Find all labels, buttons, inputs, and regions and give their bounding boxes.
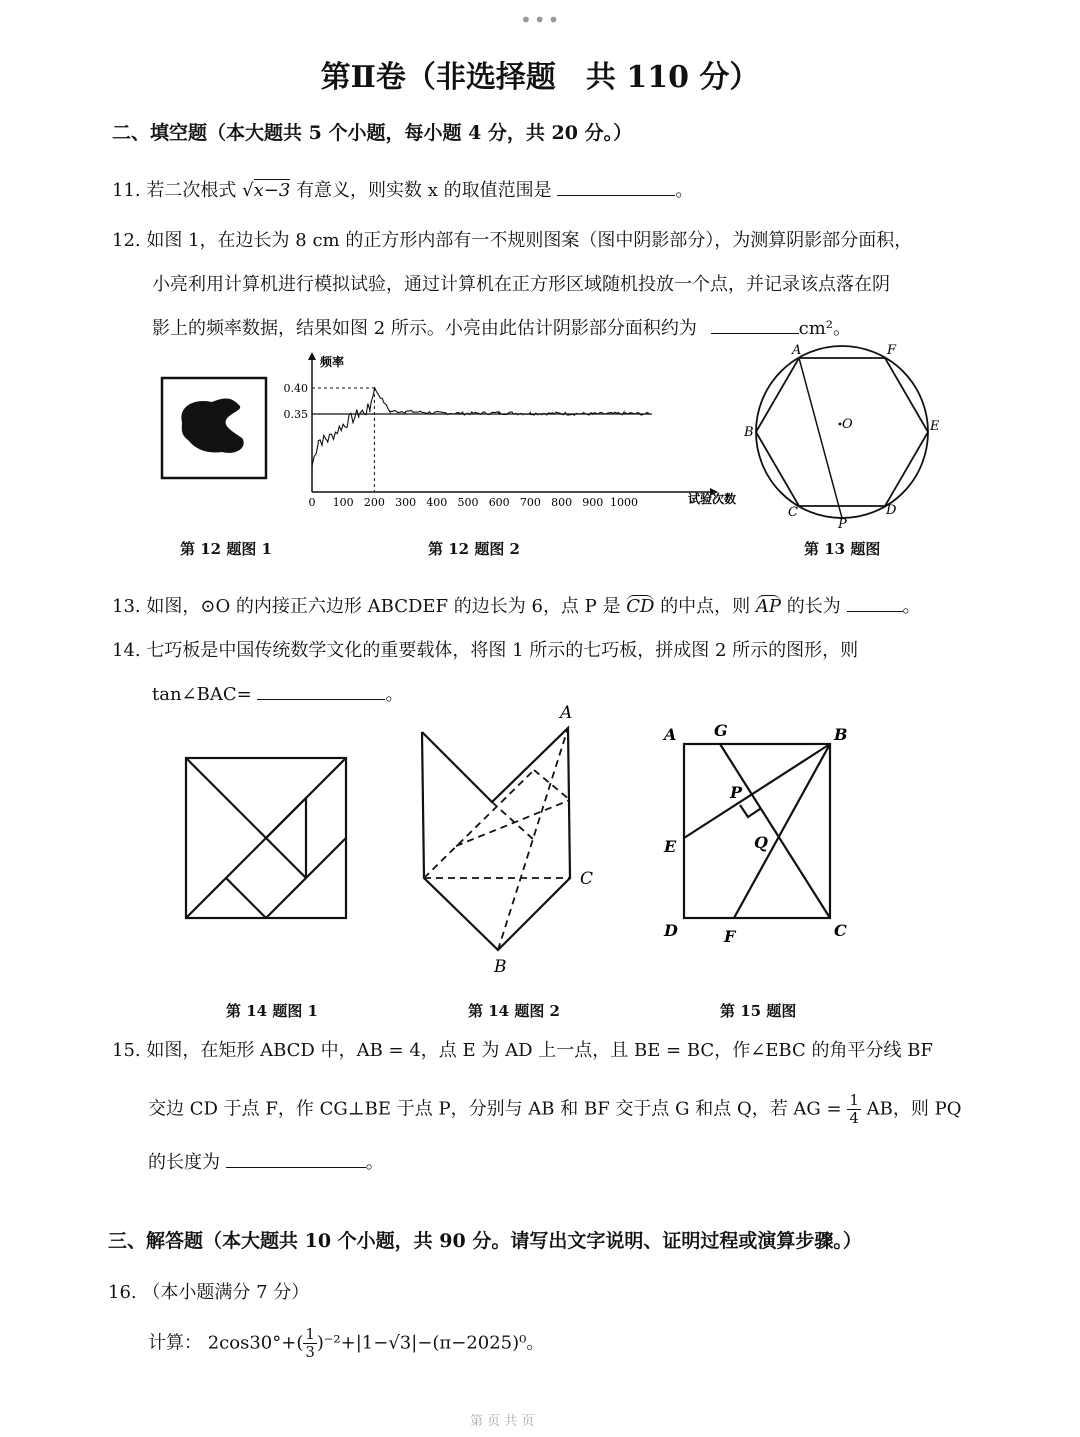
q14-line2: tan∠BAC= <box>152 684 252 705</box>
label-a: A <box>560 703 573 723</box>
question-14-line2 <box>152 680 403 706</box>
question-15-line3 <box>148 1148 384 1174</box>
q15-line2a: 交边 CD 于点 F，作 CG⊥BE 于点 P，分别与 AB 和 BF 交于点 G 和点 Q，若 AG = <box>148 1098 842 1120</box>
hexagon-abcdef <box>756 358 928 506</box>
q12-unit: cm²。 <box>798 318 852 339</box>
x-axis-label: 试验次数 <box>688 492 737 506</box>
fig12-1-square-shape <box>160 376 270 480</box>
question-15-line1 <box>112 1036 933 1062</box>
q16-expr-b: )⁻²+|1−√3|−(π−2025)⁰。 <box>316 1332 545 1354</box>
label-f: F <box>724 927 736 946</box>
q16-frac-den: 3 <box>305 1343 315 1361</box>
y-tick-label: 0.40 <box>283 382 308 395</box>
q11-text-b: 有意义，则实数 x 的取值范围是 <box>296 180 552 201</box>
page-footer: 第 页 共 页 <box>470 1414 535 1429</box>
label-b: B <box>494 957 507 977</box>
question-16-header <box>108 1278 309 1304</box>
q11-radicand: x−3 <box>253 180 291 201</box>
q11-end: 。 <box>675 180 694 201</box>
question-13 <box>112 592 921 618</box>
label-e: E <box>664 837 677 856</box>
q16-number: 16. <box>108 1282 137 1303</box>
section-2-heading: 二、填空题（本大题共 5 个小题，每小题 4 分，共 20 分。） <box>112 122 633 144</box>
label-c: C <box>580 869 594 889</box>
x-tick-label: 400 <box>426 496 448 509</box>
section-3-heading: 三、解答题（本大题共 10 个小题，共 90 分。请写出文字说明、证明过程或演算步骤。） <box>108 1230 862 1252</box>
fig13-hexagon-in-circle <box>730 340 960 530</box>
question-12-line1 <box>112 226 912 252</box>
q12-answer-blank[interactable] <box>711 317 799 334</box>
label-p: P <box>730 783 743 802</box>
label-c: C <box>788 505 798 520</box>
caption-fig15: 第 15 题图 <box>720 1002 797 1020</box>
y-axis-arrow <box>308 352 316 360</box>
x-tick-label: 0 <box>308 496 316 509</box>
x-tick-label: 100 <box>332 496 354 509</box>
q13-text-b: 的中点，则 <box>660 596 751 617</box>
fig14-1-tangram <box>180 752 352 924</box>
caption-fig12-1: 第 12 题图 1 <box>180 540 272 558</box>
question-14-line1 <box>112 636 858 662</box>
question-16-expression <box>148 1326 544 1361</box>
q15-end: 。 <box>365 1152 384 1173</box>
q15-line2b: AB，则 PQ <box>866 1098 962 1120</box>
q16-label: 计算： <box>148 1332 202 1354</box>
x-tick-label: 700 <box>519 496 541 509</box>
caption-fig14-1: 第 14 题图 1 <box>226 1002 318 1020</box>
q15-frac-den: 4 <box>849 1109 859 1127</box>
question-15-line2 <box>148 1092 961 1127</box>
frequency-series-line <box>312 387 649 466</box>
q13-text-a: 如图，⊙O 的内接正六边形 ABCDEF 的边长为 6，点 P 是 <box>146 596 621 617</box>
label-b: B <box>834 725 848 744</box>
x-tick-label: 500 <box>457 496 479 509</box>
q16-expr-a: 2cos30°+( <box>207 1332 304 1354</box>
top-drag-handle[interactable]: ••• <box>520 8 562 32</box>
q13-answer-blank[interactable] <box>847 595 903 612</box>
q15-frac-num: 1 <box>849 1091 859 1109</box>
x-tick-label: 1000 <box>610 496 638 509</box>
circle-o <box>756 346 928 518</box>
label-b: B <box>744 425 754 440</box>
q11-answer-blank[interactable] <box>557 179 675 196</box>
label-d: D <box>886 503 897 518</box>
page-title: 第Ⅱ卷（非选择题 共 110 分） <box>320 60 760 95</box>
q14-answer-blank[interactable] <box>257 683 385 700</box>
label-f: F <box>887 343 897 358</box>
q14-number: 14. <box>112 640 141 661</box>
label-g: G <box>714 721 728 740</box>
question-11 <box>112 176 693 202</box>
question-12-line3 <box>152 314 851 340</box>
q13-text-c: 的长为 <box>786 596 841 617</box>
fig14-2-shape <box>410 700 610 978</box>
q16-note: （本小题满分 7 分） <box>142 1282 310 1303</box>
x-tick-label: 800 <box>551 496 573 509</box>
caption-fig12-2: 第 12 题图 2 <box>428 540 520 558</box>
q12-number: 12. <box>112 230 141 251</box>
caption-fig13: 第 13 题图 <box>804 540 881 558</box>
q14-line1: 七巧板是中国传统数学文化的重要载体，将图 1 所示的七巧板，拼成图 2 所示的图形，则 <box>146 640 859 661</box>
q15-number: 15. <box>112 1040 141 1061</box>
q12-line1: 如图 1，在边长为 8 cm 的正方形内部有一不规则图案（图中阴影部分），为测算阴影部分面积， <box>146 230 913 251</box>
label-o: O <box>842 417 853 432</box>
label-d: D <box>664 921 678 940</box>
sqrt-sign: √ <box>242 180 254 201</box>
q13-end: 。 <box>902 596 921 617</box>
q16-fraction <box>303 1326 317 1361</box>
q11-text-a: 若二次根式 <box>146 180 237 201</box>
q13-arc-ap: AP <box>755 596 782 617</box>
q11-number: 11. <box>112 180 141 201</box>
fig15-rectangle-abcd <box>656 720 866 946</box>
x-tick-label: 900 <box>582 496 604 509</box>
x-tick-label: 200 <box>363 496 385 509</box>
x-tick-label: 600 <box>488 496 510 509</box>
q14-end: 。 <box>385 684 404 705</box>
q13-number: 13. <box>112 596 141 617</box>
label-a: A <box>792 343 802 358</box>
q16-frac-num: 1 <box>305 1325 315 1343</box>
q13-arc-cd: CD <box>626 596 655 617</box>
label-c: C <box>834 921 847 940</box>
y-tick-label: 0.35 <box>283 408 308 421</box>
caption-fig14-2: 第 14 题图 2 <box>468 1002 560 1020</box>
fig12-2-frequency-chart <box>280 350 737 520</box>
label-q: Q <box>754 833 768 852</box>
q15-line1: 如图，在矩形 ABCD 中，AB = 4，点 E 为 AD 上一点，且 BE = BC，作∠EBC 的角平分线 BF <box>146 1040 933 1061</box>
q15-fraction <box>847 1092 861 1127</box>
q15-line3: 的长度为 <box>148 1152 220 1173</box>
y-axis-label: 频率 <box>320 355 345 369</box>
q15-answer-blank[interactable] <box>226 1151 366 1168</box>
x-tick-label: 300 <box>395 496 417 509</box>
label-e: E <box>930 419 940 434</box>
label-p: P <box>838 517 847 532</box>
segment-ap <box>799 358 842 518</box>
q12-line3: 影上的频率数据，结果如图 2 所示。小亮由此估计阴影部分面积约为 <box>152 318 697 339</box>
q12-line2: 小亮利用计算机进行模拟试验，通过计算机在正方形区域随机投放一个点，并记录该点落在阴 <box>152 274 890 295</box>
label-a: A <box>664 725 677 744</box>
